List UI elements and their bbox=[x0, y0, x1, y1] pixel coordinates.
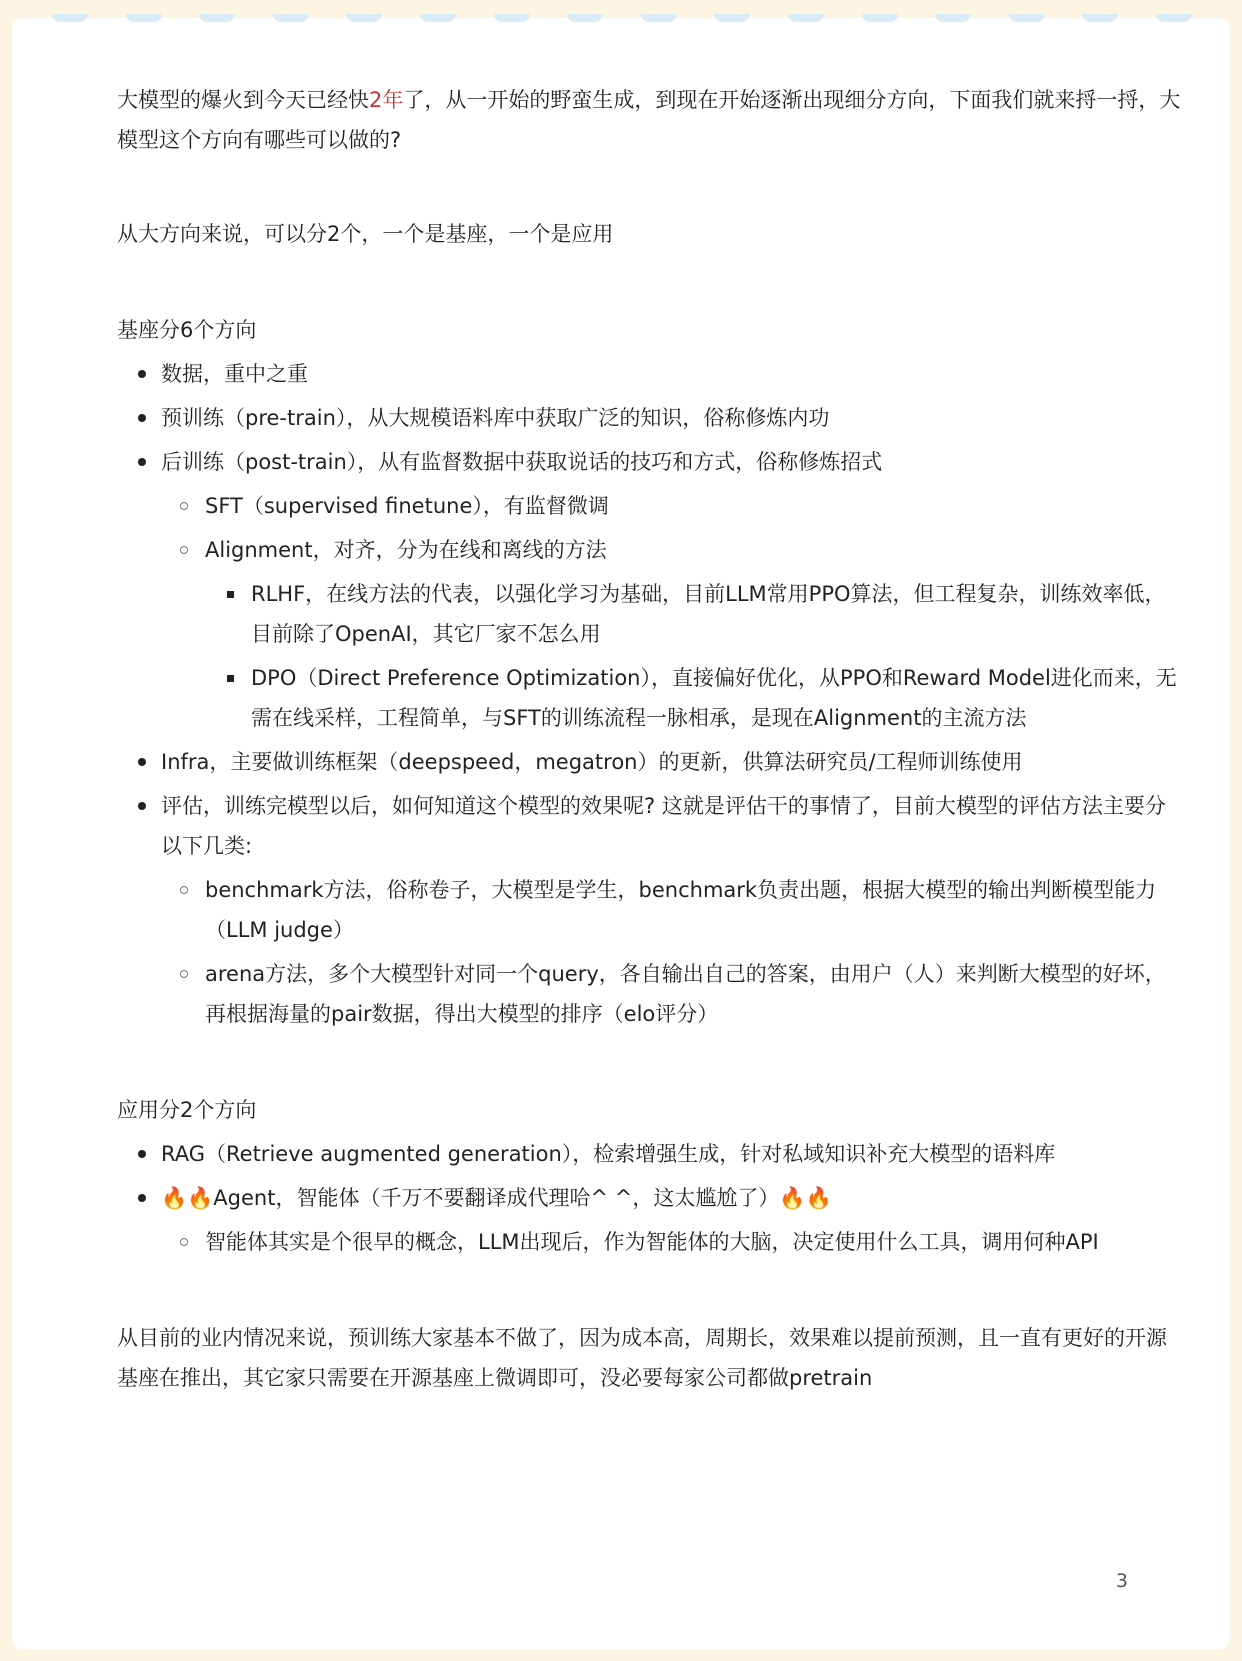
list-item-text: Alignment，对齐，分为在线和离线的方法 bbox=[205, 538, 607, 562]
overview-paragraph: 从大方向来说，可以分2个，一个是基座，一个是应用 bbox=[117, 222, 614, 246]
page-number: 3 bbox=[1115, 1570, 1128, 1592]
app-list bbox=[117, 1134, 1182, 1262]
list-item-text: 后训练（post-train），从有监督数据中获取说话的技巧和方式，俗称修炼招式 bbox=[161, 450, 883, 474]
list-item-text: Infra，主要做训练框架（deepspeed，megatron）的更新，供算法研究员/工程师训练使用 bbox=[161, 750, 1023, 774]
posttrain-sublist bbox=[161, 486, 1182, 738]
list-item-text: 🔥🔥Agent，智能体（千万不要翻译成代理哈^ ^，这太尴尬了）🔥🔥 bbox=[161, 1186, 832, 1210]
sublist-item-alignment bbox=[161, 530, 1182, 738]
sublist-item-arena bbox=[161, 954, 1182, 1034]
sublist-item-dpo bbox=[205, 658, 1182, 738]
intro-paragraph bbox=[117, 80, 1182, 160]
list-item-text: 数据，重中之重 bbox=[161, 362, 308, 386]
eval-sublist bbox=[161, 870, 1182, 1034]
list-item-text: DPO（Direct Preference Optimization），直接偏好优化，从PPO和Reward Model进化而来，无需在线采样，工程简单，与SFT的训练流程一脉相承，是现在Alignment的主流方法 bbox=[251, 666, 1177, 730]
sublist-item-rlhf bbox=[205, 574, 1182, 654]
top-decoration bbox=[52, 14, 1192, 24]
app-heading: 应用分2个方向 bbox=[117, 1098, 257, 1122]
alignment-sublist bbox=[205, 574, 1182, 738]
list-item-text: RAG（Retrieve augmented generation），检索增强生成，针对私域知识补充大模型的语料库 bbox=[161, 1142, 1056, 1166]
sublist-item-benchmark bbox=[161, 870, 1182, 950]
list-item-text: arena方法，多个大模型针对同一个query，各自输出自己的答案，由用户（人）来判断大模型的好坏，再根据海量的pair数据，得出大模型的排序（elo评分） bbox=[205, 962, 1166, 1026]
list-item-agent bbox=[117, 1178, 1182, 1262]
list-item-posttrain bbox=[117, 442, 1182, 738]
conclusion-paragraph: 从目前的业内情况来说，预训练大家基本不做了，因为成本高，周期长，效果难以提前预测，且一直有更好的开源基座在推出，其它家只需要在开源基座上微调即可，没必要每家公司都做pretrain bbox=[117, 1326, 1167, 1390]
list-item-pretrain bbox=[117, 398, 1182, 438]
intro-text-1: 大模型的爆火到今天已经快 bbox=[117, 88, 369, 112]
list-item-eval bbox=[117, 786, 1182, 1034]
intro-text-2: 了，从一开始的野蛮生成，到现在开始逐渐出现细分方向，下面我们就来捋一捋，大模型这个方向有哪些可以做的? bbox=[117, 88, 1181, 152]
sublist-item-sft bbox=[161, 486, 1182, 526]
list-item-text: 智能体其实是个很早的概念，LLM出现后，作为智能体的大脑，决定使用什么工具，调用何种API bbox=[205, 1230, 1099, 1254]
document-body bbox=[117, 80, 1182, 1398]
intro-highlight: 2年 bbox=[369, 88, 404, 112]
list-item-text: RLHF，在线方法的代表，以强化学习为基础，目前LLM常用PPO算法，但工程复杂，训练效率低，目前除了OpenAI，其它厂家不怎么用 bbox=[251, 582, 1166, 646]
list-item-text: 评估，训练完模型以后，如何知道这个模型的效果呢? 这就是评估干的事情了，目前大模型的评估方法主要分以下几类: bbox=[161, 794, 1166, 858]
list-item-data bbox=[117, 354, 1182, 394]
agent-sublist bbox=[161, 1222, 1182, 1262]
sublist-item-agent-detail bbox=[161, 1222, 1182, 1262]
list-item-text: SFT（supervised finetune），有监督微调 bbox=[205, 494, 609, 518]
list-item-text: 预训练（pre-train），从大规模语料库中获取广泛的知识，俗称修炼内功 bbox=[161, 406, 830, 430]
list-item-rag bbox=[117, 1134, 1182, 1174]
base-list bbox=[117, 354, 1182, 1034]
document-page bbox=[12, 18, 1230, 1649]
base-heading: 基座分6个方向 bbox=[117, 318, 257, 342]
list-item-infra bbox=[117, 742, 1182, 782]
list-item-text: benchmark方法，俗称卷子，大模型是学生，benchmark负责出题，根据大模型的输出判断模型能力（LLM judge） bbox=[205, 878, 1157, 942]
